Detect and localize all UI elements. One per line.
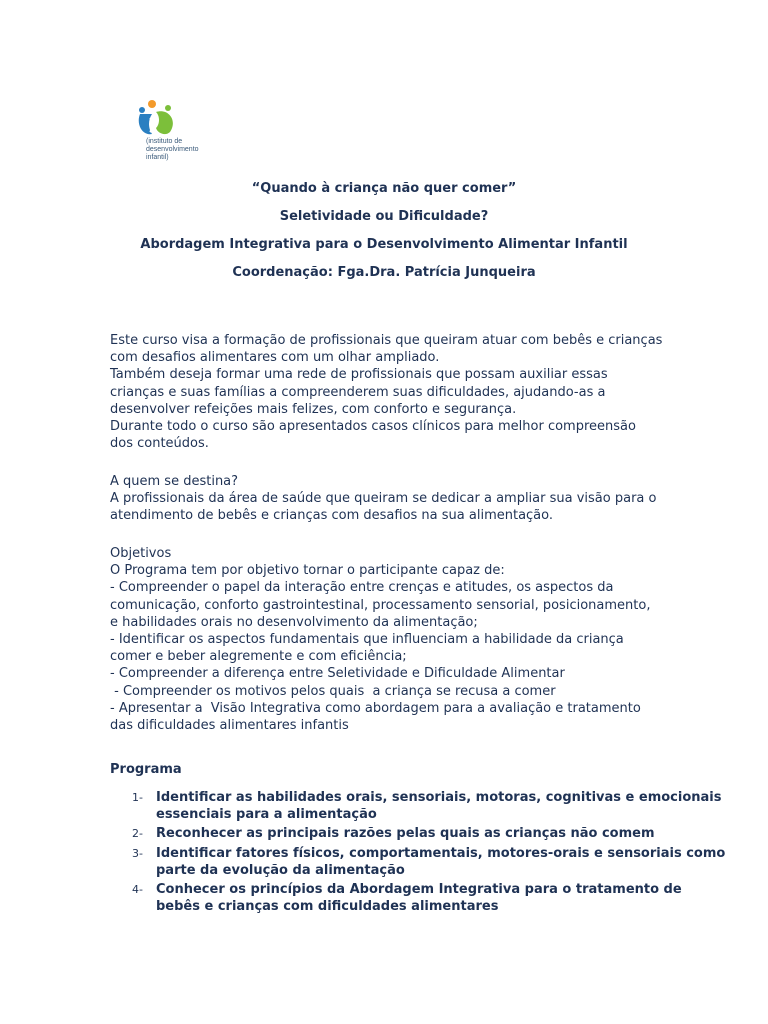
intro-line: Durante todo o curso são apresentados casos clínicos para melhor compreensão <box>110 419 636 435</box>
objectives-line: O Programa tem por objetivo tornar o participante capaz de: <box>110 563 505 579</box>
audience-line: A profissionais da área de saúde que queiram se dedicar a ampliar sua visão para o <box>110 491 657 507</box>
objectives-line: das dificuldades alimentares infantis <box>110 718 349 734</box>
objectives-line: - Compreender o papel da interação entre crenças e atitudes, os aspectos da <box>110 580 614 596</box>
document-coordination: Coordenação: Fga.Dra. Patrícia Junqueira <box>232 265 536 280</box>
objectives-line: comunicação, conforto gastrointestinal, processamento sensorial, posicionamento, <box>110 597 651 613</box>
list-item-number: 2- <box>132 827 143 841</box>
objectives-line: e habilidades orais no desenvolvimento da alimentação; <box>110 614 478 630</box>
list-item-line: Conhecer os princípios da Abordagem Integrativa para o tratamento de <box>156 882 682 898</box>
intro-line: dos conteúdos. <box>110 436 209 452</box>
list-item-line: parte da evolução da alimentação <box>156 862 405 878</box>
logo-caption-line: desenvolvimento <box>146 146 199 153</box>
intro-paragraph <box>110 332 670 452</box>
list-item-line: Reconhecer as principais razões pelas quais as crianças não comem <box>156 826 655 842</box>
intro-line: crianças e suas famílias a compreenderem suas dificuldades, ajudando-as a <box>110 384 606 400</box>
list-item-number: 4- <box>132 883 143 897</box>
list-item-line: Identificar fatores físicos, comportamentais, motores-orais e sensoriais como <box>156 845 726 861</box>
program-heading: Programa <box>110 762 182 777</box>
document-subtitle: Seletividade ou Dificuldade? <box>279 209 489 224</box>
list-item <box>110 881 682 915</box>
objectives-line: comer e beber alegremente e com eficiência; <box>110 649 407 665</box>
list-item-line: essenciais para a alimentação <box>156 807 377 823</box>
document-header <box>110 178 658 290</box>
list-item <box>110 825 670 842</box>
intro-line: Também deseja formar uma rede de profissionais que possam auxiliar essas <box>110 367 608 383</box>
audience-heading: A quem se destina? <box>110 474 239 489</box>
logo-caption-line: (instituto de <box>146 138 183 145</box>
program-list <box>110 789 726 917</box>
logo-caption <box>146 138 199 162</box>
list-item-line: Identificar as habilidades orais, sensoriais, motoras, cognitivas e emocionais <box>156 790 722 805</box>
list-item <box>110 845 726 879</box>
intro-line: com desafios alimentares com um olhar ampliado. <box>110 350 440 366</box>
list-item-line: bebês e crianças com dificuldades alimentares <box>156 899 499 915</box>
document-approach: Abordagem Integrativa para o Desenvolvimento Alimentar Infantil <box>140 237 628 252</box>
objectives-line: - Compreender os motivos pelos quais a criança se recusa a comer <box>110 683 556 699</box>
intro-line: desenvolver refeições mais felizes, com conforto e segurança. <box>110 401 517 417</box>
objectives-line: - Apresentar a Visão Integrativa como abordagem para a avaliação e tratamento <box>110 700 641 716</box>
audience-line: atendimento de bebês e crianças com desafios na sua alimentação. <box>110 508 554 524</box>
objectives-section <box>110 545 670 734</box>
logo-caption-line: infantil) <box>146 154 169 161</box>
objectives-line: - Compreender a diferença entre Seletividade e Dificuldade Alimentar <box>110 666 565 682</box>
objectives-line: - Identificar os aspectos fundamentais que influenciam a habilidade da criança <box>110 632 624 648</box>
intro-line: Este curso visa a formação de profissionais que queiram atuar com bebês e crianças <box>110 333 663 348</box>
document-title: “Quando à criança não quer comer” <box>251 181 517 196</box>
list-item <box>110 789 722 823</box>
audience-section <box>110 473 670 525</box>
objectives-heading: Objetivos <box>110 546 172 561</box>
list-item-number: 3- <box>132 846 143 860</box>
list-item-number: 1- <box>132 791 143 804</box>
